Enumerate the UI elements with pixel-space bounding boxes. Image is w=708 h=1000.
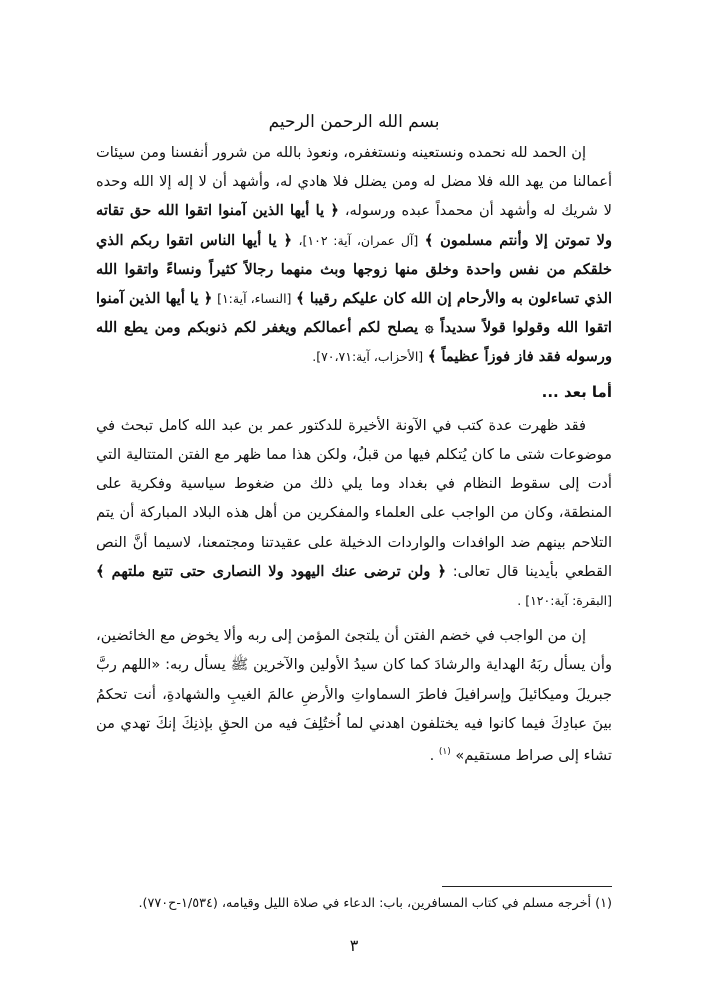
body-text	[96, 138, 612, 770]
paragraph-supplication-text: إن من الواجب في خضم الفتن أن يلتجئ المؤمن إلى ربه وألا يخوض مع الخائضين، وأن يسأل ربَهُ الهداية والرشادَ كما كان سيدُ الأولين والآخرين ﷺ يسأل ربه: «اللهم ربَّ جبريلَ وميكائيلَ وإسرافيلَ فاطرَ السماواتِ والأرضِ عالمَ الغيبِ والشهادةِ، أنت تحكمُ بينَ عبادِكَ فيما كانوا فيه يختلفون اهدني لما اُختُلِفَ فيه من الحقِ بإذنِكَ إنكَ تهدي من تشاء إلى صراط مستقيم»	[96, 627, 612, 764]
ref-al-imran: [آل عمران، آية: ١٠٢]،	[298, 232, 419, 248]
verse-an-nisa: ﴿ يا أيها الناس اتقوا ربكم الذي خلقكم من نفس واحدة وخلق منها زوجها وبث منهما رجالاً كثيراً ونساءً واتقوا الله الذي تساءلون به والأرحام إن الله كان عليكم رقيبا ﴾	[96, 231, 612, 308]
section-heading: أما بعد ...	[541, 382, 612, 401]
ref-al-baqarah: [البقرة: آية:١٢٠] .	[517, 593, 612, 609]
ref-an-nisa: [النساء، آية:١]	[217, 291, 292, 307]
basmala: بسم الله الرحمن الرحيم	[268, 112, 440, 132]
footnote-divider	[442, 886, 612, 887]
paragraph-end: .	[429, 746, 439, 764]
page-number: ٣	[349, 936, 359, 955]
paragraph-supplication	[96, 621, 612, 770]
verse-al-baqarah: ﴿ ولن ترضى عنك اليهود ولا النصارى حتى تتبع ملتهم ﴾	[96, 562, 447, 580]
intro-opening: إن الحمد لله نحمده ونستعينه ونستغفره، ونعوذ بالله من شرور أنفسنا ومن سيئات أعمالنا من يهد الله فلا مضل له ومن يضلل فلا هادي له، وأشهد أن لا إله إلا الله وحده لا شريك له وأشهد أن محمداً عبده ورسوله،	[96, 144, 613, 220]
ref-al-ahzab: [الأحزاب، آية:٧٠،٧١].	[312, 349, 424, 365]
footnote-marker[interactable]: (١)	[438, 747, 451, 758]
intro-paragraph	[96, 138, 612, 372]
verse-al-ahzab: ﴿ يا أيها الذين آمنوا اتقوا الله وقولوا قولاً سديداً ۞ يصلح لكم أعمالكم ويغفر لكم ذنوبكم ومن يطع الله ورسوله فقد فاز فوزاً عظيماً ﴾	[96, 290, 612, 366]
verse-al-imran: ﴿ يا أيها الذين آمنوا اتقوا الله حق تقاته ولا تموتن إلا وأنتم مسلمون ﴾	[96, 202, 612, 249]
paragraph-books-text: فقد ظهرت عدة كتب في الآونة الأخيرة للدكتور عمر بن عبد الله كامل تبحث في موضوعات شتى ما كان يُتكلم فيها من قبلُ، ولكن هذا مما ظهر مع الفتن المتتالية التي أدت إلى سقوط النظام في بغداد وما يلي ذلك من ضغوط سياسية وفكرية على المنطقة، وكان من الواجب على العلماء والمفكرين من أهل هذه البلاد المباركة أن يتم التلاحم بينهم ضد الوافدات والواردات الدخيلة على عقيدتنا ومجتمعنا، لاسيما أنَّ النص القطعي بأيدينا قال تعالى:	[96, 416, 613, 580]
footnote: (١) أخرجه مسلم في كتاب المسافرين، باب: الدعاء في صلاة الليل وقيامه، (١/٥٣٤-ح٧٧٠).	[138, 896, 612, 911]
paragraph-books	[96, 411, 612, 615]
